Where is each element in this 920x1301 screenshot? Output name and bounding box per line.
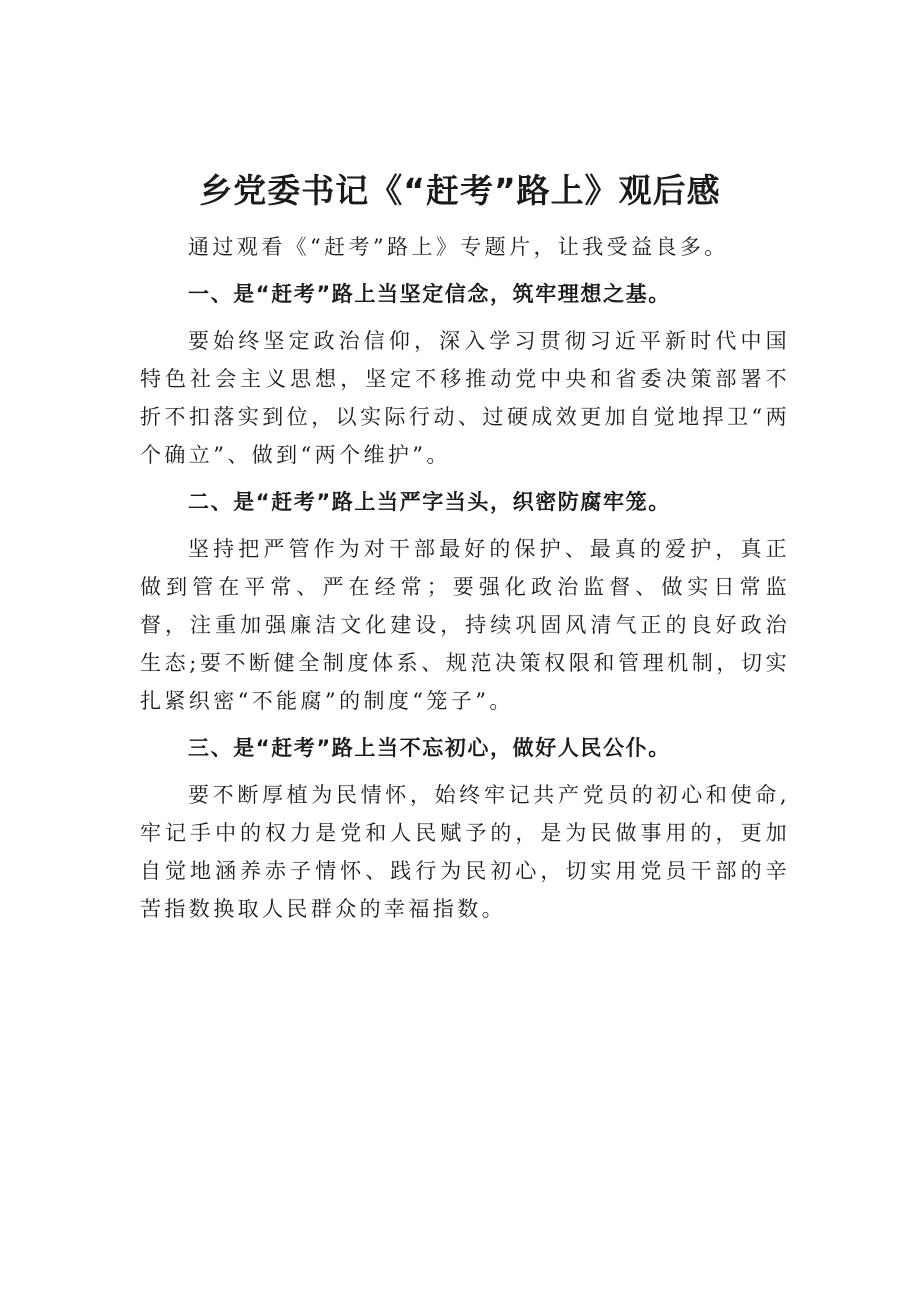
section-heading-2: 二、是“赶考”路上当严字当头，织密防腐牢笼。 — [188, 490, 671, 514]
section-paragraph-2: 坚持把严管作为对干部最好的保护、最真的爱护，真正做到管在平常、严在经常；要强化政治监督、做实日常监督，注重加强廉洁文化建设，持续巩固风清气正的良好政治生态;要不断健全制度体系、规范决策权限和管理机制，切实扎紧织密“不能腐”的制度“笼子”。 — [140, 537, 790, 713]
intro-paragraph: 通过观看《“赶考”路上》专题片，让我受益良多。 — [188, 235, 729, 259]
section-paragraph-3: 要不断厚植为民情怀，始终牢记共产党员的初心和使命,牢记手中的权力是党和人民赋予的，是为民做事用的，更加自觉地涵养赤子情怀、践行为民初心，切实用党员干部的辛苦指数换取人民群众的幸福指数。 — [140, 783, 790, 921]
section-heading-1: 一、是“赶考”路上当坚定信念，筑牢理想之基。 — [188, 282, 671, 306]
section-heading-3: 三、是“赶考”路上当不忘初心，做好人民公仆。 — [188, 736, 671, 760]
document-title: 乡党委书记《“赶考”路上》观后感 — [199, 171, 721, 211]
section-paragraph-1: 要始终坚定政治信仰，深入学习贯彻习近平新时代中国特色社会主义思想，坚定不移推动党中央和省委决策部署不折不扣落实到位，以实际行动、过硬成效更加自觉地捍卫“两个确立”、做到“两个维护”。 — [140, 329, 790, 467]
document-body — [140, 228, 790, 937]
